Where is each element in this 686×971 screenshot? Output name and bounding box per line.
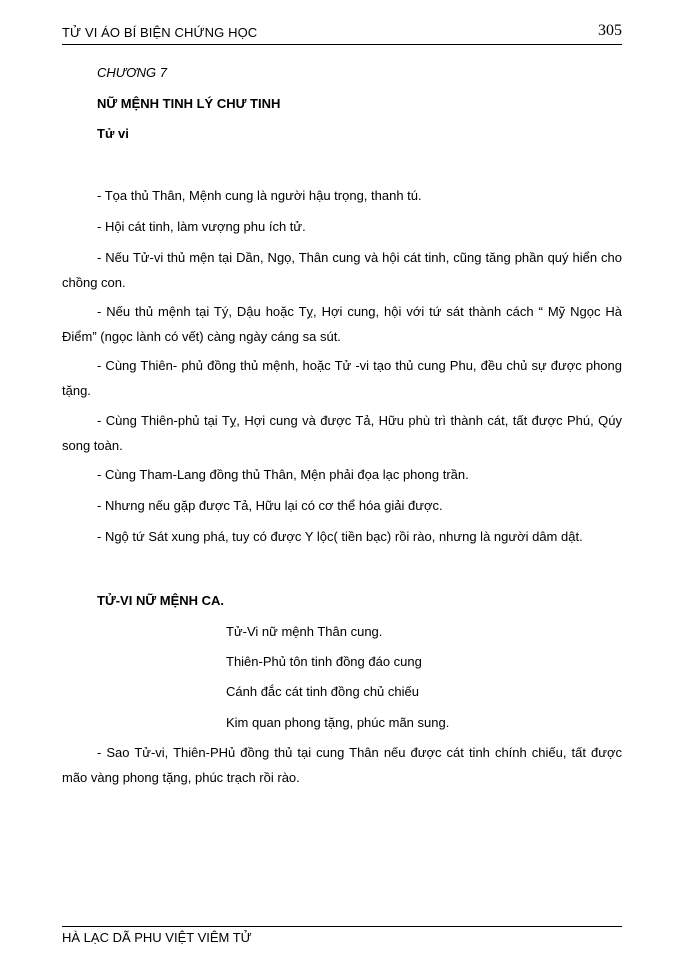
paragraph: - Ngộ tứ Sát xung phá, tuy có được Y lộc( tiền bạc) rồi rào, nhưng là người dâm dật. (97, 529, 583, 544)
paragraph: - Cùng Tham-Lang đồng thủ Thân, Mện phải đọa lạc phong trần. (97, 467, 469, 482)
closing-paragraph: - Sao Tử-vi, Thiên-PHủ đồng thủ tại cung Thân nếu được cát tinh chính chiếu, tất được mão vàng phong tặng, phúc trạch rồi rào. (62, 745, 622, 785)
paragraph: - Nếu thủ mệnh tại Tý, Dậu hoặc Tỵ, Hợi cung, hội với tứ sát thành cách “ Mỹ Ngọc Hà Điểm” (ngọc lành có vết) càng ngày cáng sa sút. (62, 304, 622, 344)
poem-verse: Cánh đắc cát tinh đồng chủ chiếu (226, 684, 419, 699)
page-number: 305 (598, 22, 622, 39)
poem-verse: Tử-Vi nữ mệnh Thân cung. (226, 624, 383, 639)
poem-verse: Kim quan phong tặng, phúc mãn sung. (226, 715, 450, 730)
paragraph: - Tọa thủ Thân, Mệnh cung là người hậu trọng, thanh tú. (97, 188, 422, 203)
header-title: TỬ VI ÁO BÍ BIỆN CHỨNG HỌC (62, 25, 258, 40)
footer-text: HÀ LẠC DÃ PHU VIỆT VIÊM TỬ (62, 930, 252, 945)
paragraph: - Nhưng nếu gặp được Tả, Hữu lại có cơ thể hóa giải được. (97, 498, 443, 513)
poem-verse: Thiên-Phủ tôn tinh đồng đáo cung (226, 654, 422, 669)
chapter-label: CHƯƠNG 7 (97, 65, 167, 80)
chapter-title: NỮ MỆNH TINH LÝ CHƯ TINH (97, 96, 281, 111)
section-subtitle: Tử vi (97, 126, 129, 141)
poem-title: TỬ-VI NỮ MỆNH CA. (97, 593, 225, 608)
paragraph: - Hội cát tinh, làm vượng phu ích tử. (97, 219, 306, 234)
paragraph: - Cùng Thiên-phủ tại Tỵ, Hợi cung và được Tả, Hữu phù trì thành cát, tất được Phú, Qúy song toàn. (62, 413, 622, 453)
paragraph: - Nếu Tử-vi thủ mện tại Dần, Ngọ, Thân cung và hội cát tinh, cũng tăng phần quý hiển cho chồng con. (62, 250, 622, 290)
page-footer (62, 926, 622, 945)
paragraph: - Cùng Thiên- phủ đồng thủ mệnh, hoặc Tử -vi tạo thủ cung Phu, đều chủ sự được phong tặng. (62, 358, 622, 398)
page-header (62, 22, 622, 45)
